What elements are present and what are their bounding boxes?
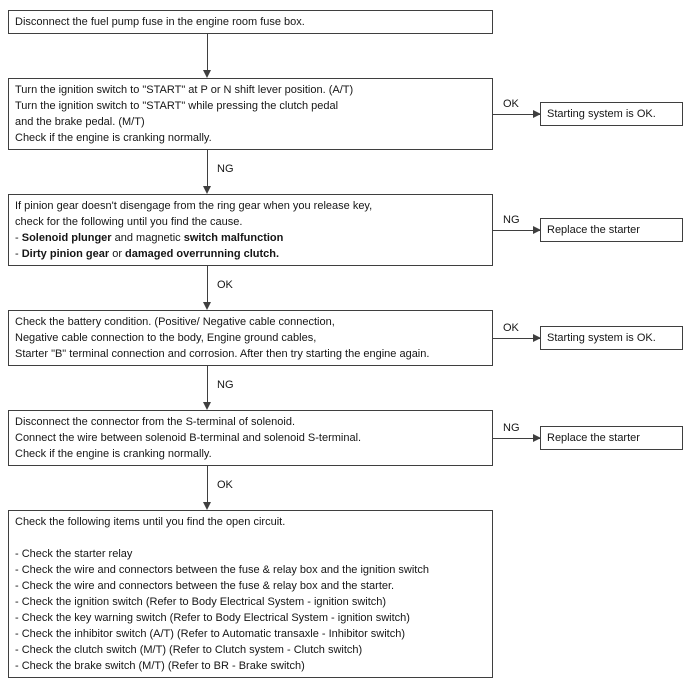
text-segment: and magnetic: [111, 232, 184, 244]
text-segment: Solenoid plunger: [21, 232, 112, 244]
text-line: - Check the brake switch (M/T) (Refer to BR - Brake switch): [15, 660, 305, 672]
text-line: - Check the ignition switch (Refer to Body Electrical System - ignition switch): [15, 596, 387, 608]
text-line: check for the following until you find the cause.: [15, 216, 243, 228]
connector-label-ok: OK: [217, 279, 233, 291]
step-cranking-check-box: [8, 78, 493, 150]
step-disconnect-fuel-pump-fuse: [8, 10, 493, 34]
right-arrow: [493, 213, 540, 231]
step-disconnect-fuel-pump-fuse-box: [8, 10, 493, 34]
step-battery-condition-check-branch: [493, 321, 683, 350]
branch-label-ok: OK: [503, 321, 519, 334]
down-arrow-line: [207, 466, 208, 503]
down-connector: [8, 366, 493, 410]
text-line: [15, 530, 486, 546]
step-solenoid-jumper-check-result: Replace the starter: [540, 426, 683, 450]
text-line: - Check the inhibitor switch (A/T) (Refer to Automatic transaxle - Inhibitor switch): [15, 628, 406, 640]
text-line: and the brake pedal. (M/T): [15, 116, 145, 128]
step-solenoid-jumper-check-box: [8, 410, 493, 466]
text-line: Starter "B" terminal connection and corrosion. After then try starting the engine again.: [15, 348, 430, 360]
text-line: Negative cable connection to the body, Engine ground cables,: [15, 332, 317, 344]
step-cranking-check-branch: [493, 97, 683, 126]
step-battery-condition-check-box: [8, 310, 493, 366]
text-line: Check if the engine is cranking normally.: [15, 448, 212, 460]
text-line: Check the following items until you find the open circuit.: [15, 516, 286, 528]
right-arrow-head: [533, 110, 541, 118]
step-solenoid-jumper-check: [8, 410, 640, 466]
right-arrow-head: [533, 226, 541, 234]
down-arrow-head: [203, 502, 211, 510]
step-cranking-check-result: Starting system is OK.: [540, 102, 683, 126]
text-line: - Check the clutch switch (M/T) (Refer to Clutch system - Clutch switch): [15, 644, 363, 656]
text-segment: -: [15, 248, 22, 260]
text-segment: -: [15, 232, 22, 244]
right-arrow: [493, 421, 540, 439]
connector-label-ok: OK: [217, 479, 233, 491]
step-pinion-gear-check: [8, 194, 640, 266]
text-line: If pinion gear doesn't disengage from the ring gear when you release key,: [15, 200, 373, 212]
step-solenoid-jumper-check-branch: [493, 421, 683, 450]
step-pinion-gear-check-branch: [493, 213, 683, 242]
step-pinion-gear-check-box: [8, 194, 493, 266]
text-line: [15, 230, 486, 246]
down-arrow-head: [203, 402, 211, 410]
down-arrow-head: [203, 186, 211, 194]
text-segment: Dirty pinion gear: [21, 248, 110, 260]
step-pinion-gear-check-result: Replace the starter: [540, 218, 683, 242]
step-open-circuit-checklist-box: [8, 510, 493, 678]
text-line: Check if the engine is cranking normally.: [15, 132, 212, 144]
down-connector: [8, 150, 493, 194]
down-connector: [8, 466, 493, 510]
down-arrow-head: [203, 302, 211, 310]
right-arrow: [493, 321, 540, 339]
down-arrow-line: [207, 366, 208, 403]
text-line: - Check the starter relay: [15, 548, 133, 560]
down-connector: [8, 34, 493, 78]
text-segment: or: [109, 248, 126, 260]
branch-label-ng: NG: [503, 213, 520, 226]
text-line: Check the battery condition. (Positive/ Negative cable connection,: [15, 316, 335, 328]
down-arrow-line: [207, 34, 208, 71]
text-line: - Check the key warning switch (Refer to Body Electrical System - ignition switch): [15, 612, 410, 624]
text-segment: damaged overrunning clutch.: [125, 248, 280, 260]
down-connector: [8, 266, 493, 310]
down-arrow-line: [207, 266, 208, 303]
step-cranking-check: [8, 78, 656, 150]
step-open-circuit-checklist: [8, 510, 493, 678]
text-segment: switch malfunction: [183, 232, 284, 244]
connector-label-ng: NG: [217, 379, 234, 391]
step-battery-condition-check: [8, 310, 656, 366]
branch-label-ok: OK: [503, 97, 519, 110]
text-line: [15, 246, 486, 262]
branch-label-ng: NG: [503, 421, 520, 434]
text-line: Connect the wire between solenoid B-terminal and solenoid S-terminal.: [15, 432, 362, 444]
down-arrow-head: [203, 70, 211, 78]
flowchart-canvas: [8, 10, 683, 678]
right-arrow-head: [533, 334, 541, 342]
text-line: Disconnect the connector from the S-terminal of solenoid.: [15, 416, 296, 428]
connector-label-ng: NG: [217, 163, 234, 175]
step-battery-condition-check-result: Starting system is OK.: [540, 326, 683, 350]
right-arrow: [493, 97, 540, 115]
right-arrow-head: [533, 434, 541, 442]
text-line: - Check the wire and connectors between the fuse & relay box and the ignition switch: [15, 564, 429, 576]
text-line: Disconnect the fuel pump fuse in the engine room fuse box.: [15, 16, 305, 28]
text-line: - Check the wire and connectors between the fuse & relay box and the starter.: [15, 580, 395, 592]
text-line: Turn the ignition switch to "START" while pressing the clutch pedal: [15, 100, 339, 112]
text-line: Turn the ignition switch to "START" at P or N shift lever position. (A/T): [15, 84, 354, 96]
down-arrow-line: [207, 150, 208, 187]
